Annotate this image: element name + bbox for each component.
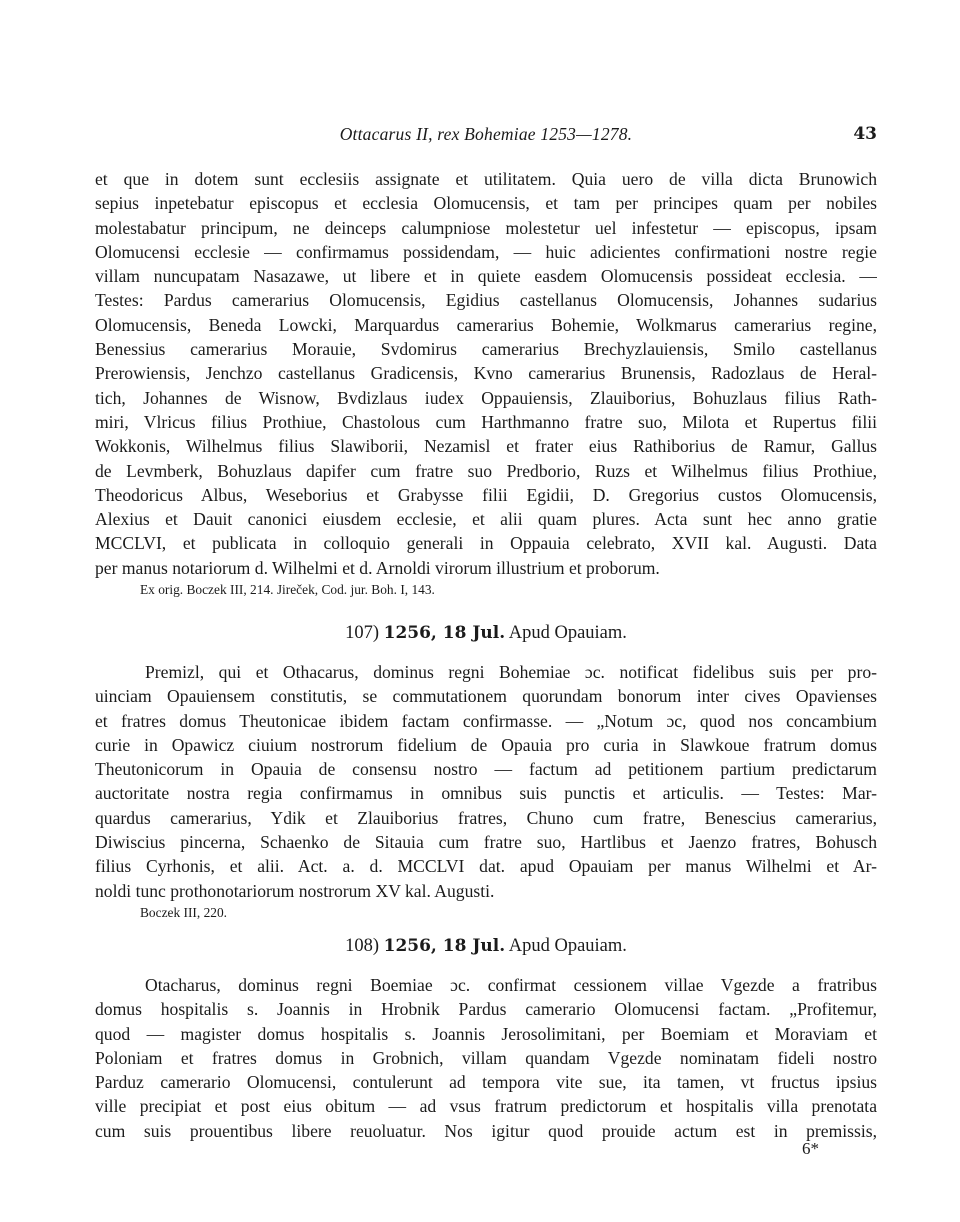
heading-number: 107) xyxy=(345,623,379,643)
text-line: ville precipiat et post eius obitum — ad vsus fratrum predictorum et hospitalis villa prenotata xyxy=(95,1096,877,1117)
document-108 xyxy=(95,933,877,1143)
text-line: curie in Opawicz ciuium nostrorum fidelium de Opauia pro curia in Slawkoue fratrum domus xyxy=(95,734,877,755)
text-line: Olomucensi ecclesie — confirmamus possidendam, — huic adicientes confirmationi nostre regie xyxy=(95,241,877,262)
text-line: MCCLVI, et publicata in colloquio generali in Oppauia celebrato, XVII kal. Augusti. Data xyxy=(95,533,877,554)
text-line: Wokkonis, Wilhelmus filius Slawiborii, Nezamisl et frater eius Rathiborius de Ramur, Gallus xyxy=(95,436,877,457)
text-line: Theodoricus Albus, Weseborius et Grabysse filii Egidii, D. Gregorius custos Olomucensis, xyxy=(95,484,877,505)
text-line: noldi tunc prothonotariorum nostrorum XV kal. Augusti. xyxy=(95,880,495,901)
source-citation: Boczek III, 220. xyxy=(140,904,228,920)
text-line: de Levmberk, Bohuzlaus dapifer cum fratre suo Predborio, Ruzs et Wilhelmus filius Prothiue, xyxy=(95,460,877,481)
text-line: Poloniam et fratres domus in Grobnich, villam quandam Vgezde nominatam fideli nostro xyxy=(95,1047,877,1068)
text-line: domus hospitalis s. Joannis in Hrobnik Pardus camerario Olomucensi factam. „Profitemur, xyxy=(95,999,877,1020)
heading-date: 1256, 18 Jul. xyxy=(383,936,506,956)
text-line: Parduz camerario Olomucensi, contulerunt ad tempora vite sue, ita tamen, vt fructus ipsius xyxy=(95,1072,877,1093)
text-line: per manus notariorum d. Wilhelmi et d. Arnoldi virorum illustrium et proborum. xyxy=(95,557,660,578)
text-line: tich, Johannes de Wisnow, Bvdizlaus iudex Oppauiensis, Zlauiborius, Bohuzlaus filius Rath- xyxy=(95,387,877,408)
document-heading xyxy=(95,620,877,646)
signature-mark: 6* xyxy=(802,1139,819,1158)
document-107 xyxy=(95,620,877,923)
text-line: Alexius et Dauit canonici eiusdem ecclesie, et alii quam plures. Acta sunt hec anno gratie xyxy=(95,509,877,530)
text-line: Diwiscius pincerna, Schaenko de Sitauia cum fratre suo, Hartlibus et Jaenzo fratres, Bohusch xyxy=(95,832,877,853)
text-line: cum suis prouentibus libere reuoluatur. Nos igitur quod prouide actum est in premissis, xyxy=(95,1120,877,1141)
text-line: molestabatur principum, ne deinceps calumpniose molestetur uel infestetur — episcopus, ipsam xyxy=(95,217,877,238)
text-line: Benessius camerarius Morauie, Svdomirus camerarius Brechyzlauiensis, Smilo castellanus xyxy=(95,339,877,360)
text-line: et fratres domus Theutonicae ibidem factam confirmasse. — „Notum ɔc, quod nos concambium xyxy=(95,710,877,731)
text-line: sepius inpetebatur episcopus et ecclesia Olomucensis, et tam per principes quam per nobiles xyxy=(95,193,877,214)
continuation-text xyxy=(95,167,877,600)
running-title: Ottacarus II, rex Bohemiae 1253—1278. xyxy=(339,124,633,144)
document-heading xyxy=(95,933,877,959)
text-line: quardus camerarius, Ydik et Zlauiborius fratres, Chuno cum fratre, Benescius camerarius, xyxy=(95,807,877,828)
text-line: Testes: Pardus camerarius Olomucensis, Egidius castellanus Olomucensis, Johannes sudarius xyxy=(95,290,877,311)
source-citation: Ex orig. Boczek III, 214. Jireček, Cod. jur. Boh. I, 143. xyxy=(140,582,435,598)
book-page xyxy=(95,0,877,1222)
text-line: auctoritate nostra regia confirmamus in omnibus suis punctis et articulis. — Testes: Mar- xyxy=(95,783,877,804)
text-line: Otacharus, dominus regni Boemiae ɔc. confirmat cessionem villae Vgezde a fratribus xyxy=(145,975,877,995)
text-line: miri, Vlricus filius Prothiue, Chastolous cum Harthmanno fratre suo, Milota et Rupertus filii xyxy=(95,411,877,432)
text-line: Theutonicorum in Opauia de consensu nostro — factum ad petitionem partium predictarum xyxy=(95,759,877,780)
page-number: 43 xyxy=(853,124,877,144)
heading-date: 1256, 18 Jul. xyxy=(383,623,506,643)
heading-place: Apud Opauiam. xyxy=(508,623,627,643)
text-line: Prerowiensis, Jenchzo castellanus Gradicensis, Kvno camerarius Brunensis, Radozlaus de Heral- xyxy=(95,363,877,384)
heading-number: 108) xyxy=(345,936,379,956)
text-line: quod — magister domus hospitalis s. Joannis Jerosolimitani, per Boemiam et Moraviam et xyxy=(95,1023,877,1044)
page-header xyxy=(95,124,877,152)
heading-place: Apud Opauiam. xyxy=(508,936,627,956)
text-line: Premizl, qui et Othacarus, dominus regni Bohemiae ɔc. notificat fidelibus suis per pro- xyxy=(145,662,877,682)
text-line: uinciam Opauiensem constitutis, se commutationem quorundam bonorum inter cives Opavienses xyxy=(95,686,877,707)
text-line: villam nuncupatam Nasazawe, ut libere et in quiete easdem Olomucensis possideat ecclesia. — xyxy=(95,266,877,287)
text-line: et que in dotem sunt ecclesiis assignate et utilitatem. Quia uero de villa dicta Brunowich xyxy=(95,169,877,189)
text-line: filius Cyrhonis, et alii. Act. a. d. MCCLVI dat. apud Opauiam per manus Wilhelmi et Ar- xyxy=(95,856,877,877)
text-line: Olomucensis, Beneda Lowcki, Marquardus camerarius Bohemie, Wolkmarus camerarius regine, xyxy=(95,314,877,335)
